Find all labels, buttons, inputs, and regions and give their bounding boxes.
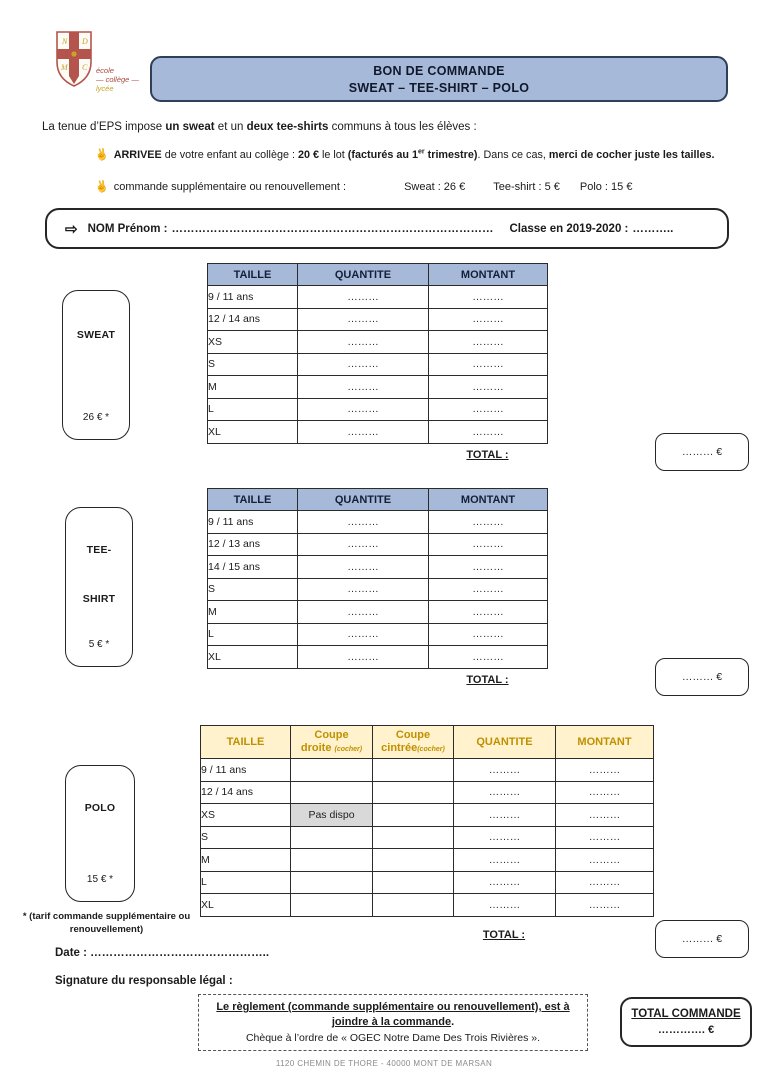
table-row (208, 421, 548, 444)
taille-cell: S (201, 826, 291, 849)
sweat-product-box (62, 290, 130, 440)
shield-crest-icon (55, 30, 93, 88)
sweat-total-box[interactable]: ……… € (655, 433, 749, 471)
arrivee-bold: ARRIVEE (113, 149, 162, 161)
intro-bold-teeshirts: deux tee-shirts (246, 121, 329, 133)
montant-cell[interactable]: ……… (429, 511, 548, 534)
montant-cell[interactable]: ……… (556, 826, 654, 849)
montant-cell[interactable]: ……… (556, 804, 654, 827)
tee-total-label: TOTAL : (466, 674, 509, 686)
intro-seg: communs à tous les élèves : (328, 121, 477, 133)
name-input-dots[interactable]: ………………………………………………………………………… (171, 222, 494, 235)
taille-cell: L (201, 871, 291, 894)
intro-seg: et un (214, 121, 247, 133)
polo-table (200, 725, 654, 917)
coupe-droite-check-cell[interactable] (291, 759, 373, 782)
payment-cheque-text: Chèque à l’ordre de « OGEC Notre Dame Des Trois Rivières ». (245, 1032, 541, 1044)
montant-cell[interactable]: ……… (556, 759, 654, 782)
quantite-cell[interactable]: ……… (298, 398, 429, 421)
quantite-cell[interactable]: ……… (298, 353, 429, 376)
svg-text:M: M (61, 63, 68, 72)
coupe-cintree-check-cell[interactable] (373, 871, 454, 894)
arrivee-price-bold: 20 € (297, 149, 319, 161)
table-row (208, 308, 548, 331)
coupe-cintree-check-cell[interactable] (373, 781, 454, 804)
quantite-cell[interactable]: ……… (454, 826, 556, 849)
coupe-droite-check-cell[interactable] (291, 894, 373, 917)
coupe-cintree-check-cell[interactable] (373, 804, 454, 827)
total-commande-value[interactable]: …………. € (657, 1024, 715, 1036)
quantite-cell[interactable]: ……… (454, 871, 556, 894)
polo-product-price: 15 € * (86, 874, 114, 885)
tee-total-box[interactable]: ……… € (655, 658, 749, 696)
form-title-line1: BON DE COMMANDE (373, 63, 505, 78)
sweat-header-row (208, 264, 548, 286)
hand-icon: ✌ (93, 179, 111, 195)
taille-cell: 12 / 14 ans (201, 781, 291, 804)
bullet-renouvellement (95, 180, 632, 193)
table-row (208, 533, 548, 556)
class-input-dots[interactable]: ……….. (632, 222, 674, 235)
quantite-cell[interactable]: ……… (298, 533, 429, 556)
tee-product-name-line1: TEE- (86, 544, 112, 556)
montant-cell[interactable]: ……… (429, 286, 548, 309)
polo-header-coupe-droite (291, 726, 373, 759)
coupe-cintree-check-cell[interactable] (373, 759, 454, 782)
montant-cell[interactable]: ……… (429, 421, 548, 444)
coupe-cintree-check-cell[interactable] (373, 894, 454, 917)
table-row (208, 646, 548, 669)
price-sweat: Sweat : 26 € (404, 181, 466, 193)
taille-cell: 9 / 11 ans (201, 759, 291, 782)
table-row (208, 331, 548, 354)
sweat-product-price: 26 € * (82, 412, 110, 423)
quantite-cell[interactable]: ……… (454, 759, 556, 782)
payment-instructions-box (198, 994, 588, 1051)
quantite-cell[interactable]: ……… (298, 421, 429, 444)
svg-text:N: N (62, 37, 68, 46)
coupe-droite-check-cell[interactable] (291, 781, 373, 804)
svg-text:D: D (82, 37, 88, 46)
quantite-cell[interactable]: ……… (298, 601, 429, 624)
name-class-box (45, 208, 729, 249)
taille-cell: S (208, 578, 298, 601)
arrivee-cocher-bold: merci de cocher juste les tailles. (548, 149, 715, 161)
table-row (208, 376, 548, 399)
taille-cell: 9 / 11 ans (208, 286, 298, 309)
quantite-cell[interactable]: ……… (298, 646, 429, 669)
table-row (201, 871, 654, 894)
coupe-cintree-line2: cintrée (381, 741, 418, 754)
school-level-college: — collège — (96, 75, 139, 84)
right-arrow-icon: ⇨ (65, 220, 78, 238)
montant-cell[interactable]: ……… (429, 331, 548, 354)
polo-product-name: POLO (84, 802, 116, 814)
sweat-header-taille: TAILLE (208, 264, 298, 286)
coupe-droite-line1: Coupe (314, 728, 349, 741)
sweat-header-montant: MONTANT (429, 264, 548, 286)
signature-label: Signature du responsable légal : (55, 975, 233, 987)
payment-period: . (451, 1016, 455, 1028)
taille-cell: M (208, 376, 298, 399)
footnote-line1: * (tarif commande supplémentaire ou (22, 911, 191, 922)
sweat-total-label: TOTAL : (466, 449, 509, 461)
table-row (208, 286, 548, 309)
quantite-cell[interactable]: ……… (454, 781, 556, 804)
school-level-ecole: école (96, 66, 114, 75)
payment-main-text (209, 1000, 577, 1030)
polo-header-quantite: QUANTITE (454, 726, 556, 759)
montant-cell[interactable]: ……… (429, 578, 548, 601)
price-polo: Polo : 15 € (579, 181, 633, 193)
title-banner (150, 56, 728, 102)
taille-cell: XS (208, 331, 298, 354)
tee-table (207, 488, 548, 669)
quantite-cell[interactable]: ……… (454, 849, 556, 872)
tee-product-box (65, 507, 133, 667)
tee-header-quantite: QUANTITE (298, 489, 429, 511)
polo-total-label: TOTAL : (482, 929, 526, 941)
table-row (208, 623, 548, 646)
table-row (208, 511, 548, 534)
table-row (201, 804, 654, 827)
coupe-cintree-line1: Coupe (395, 728, 431, 741)
taille-cell: XL (208, 646, 298, 669)
table-row (208, 353, 548, 376)
taille-cell: L (208, 623, 298, 646)
table-row (201, 759, 654, 782)
montant-cell[interactable]: ……… (556, 849, 654, 872)
montant-cell[interactable]: ……… (429, 398, 548, 421)
montant-cell[interactable]: ……… (429, 376, 548, 399)
taille-cell: 14 / 15 ans (208, 556, 298, 579)
intro-bold-sweat: un sweat (165, 121, 215, 133)
montant-cell[interactable]: ……… (429, 533, 548, 556)
quantite-cell[interactable]: ……… (454, 804, 556, 827)
polo-header-montant: MONTANT (556, 726, 654, 759)
price-tee-shirt: Tee-shirt : 5 € (493, 181, 560, 193)
table-row (201, 826, 654, 849)
quantite-cell[interactable]: ……… (454, 894, 556, 917)
polo-product-box (65, 765, 135, 902)
montant-cell[interactable]: ……… (429, 556, 548, 579)
pas-dispo-cell: Pas dispo (291, 804, 373, 827)
signature-line (55, 975, 233, 987)
coupe-droite-check-cell[interactable] (291, 849, 373, 872)
arrivee-text: . Dans ce cas, (477, 149, 549, 161)
tee-header-row (208, 489, 548, 511)
montant-cell[interactable]: ……… (556, 781, 654, 804)
table-row (208, 398, 548, 421)
quantite-cell[interactable]: ……… (298, 331, 429, 354)
coupe-droite-check-cell[interactable] (291, 826, 373, 849)
school-address: 1120 CHEMIN DE THORE - 40000 MONT DE MARSAN (275, 1059, 493, 1068)
tee-header-taille: TAILLE (208, 489, 298, 511)
polo-header-row (201, 726, 654, 759)
total-commande-label: TOTAL COMMANDE (631, 1008, 741, 1020)
coupe-cintree-check-cell[interactable] (373, 849, 454, 872)
quantite-cell[interactable]: ……… (298, 578, 429, 601)
arrivee-text: de votre enfant au collège : (161, 149, 298, 161)
bullet-arrivee (95, 148, 715, 161)
taille-cell: 12 / 13 ans (208, 533, 298, 556)
tee-product-price: 5 € * (88, 639, 110, 650)
taille-cell: M (201, 849, 291, 872)
footnote-line2: renouvellement) (69, 924, 144, 935)
taille-cell: 12 / 14 ans (208, 308, 298, 331)
montant-cell[interactable]: ……… (556, 894, 654, 917)
taille-cell: L (208, 398, 298, 421)
arrivee-facture-bold: (facturés au 1 (347, 149, 419, 161)
tee-product-name-line2: SHIRT (82, 593, 116, 605)
tariff-footnote (14, 910, 199, 936)
quantite-cell[interactable]: ……… (298, 308, 429, 331)
cocher-note: (cocher) (334, 745, 363, 753)
name-label: NOM Prénom : (87, 222, 168, 235)
quantite-cell[interactable]: ……… (298, 623, 429, 646)
taille-cell: S (208, 353, 298, 376)
school-level-lycee: lycée (96, 84, 114, 93)
montant-cell[interactable]: ……… (429, 601, 548, 624)
total-commande-box (620, 997, 752, 1047)
intro-seg: La tenue d’EPS impose (42, 121, 166, 133)
date-line (55, 947, 269, 959)
arrivee-text: le lot (318, 149, 348, 161)
coupe-cintree-check-cell[interactable] (373, 826, 454, 849)
table-row (208, 556, 548, 579)
quantite-cell[interactable]: ……… (298, 376, 429, 399)
hand-icon: ✌ (93, 147, 111, 163)
table-row (208, 578, 548, 601)
sweat-header-quantite: QUANTITE (298, 264, 429, 286)
montant-cell[interactable]: ……… (429, 308, 548, 331)
sweat-table (207, 263, 548, 444)
montant-cell[interactable]: ……… (429, 646, 548, 669)
montant-cell[interactable]: ……… (429, 623, 548, 646)
montant-cell[interactable]: ……… (429, 353, 548, 376)
arrivee-sup: er (418, 148, 425, 156)
table-row (201, 781, 654, 804)
intro-sentence (42, 121, 477, 133)
date-label: Date : (55, 947, 87, 959)
taille-cell: XS (201, 804, 291, 827)
svg-text:C: C (82, 63, 88, 72)
date-input-dots[interactable]: ……………………………………….. (86, 947, 270, 959)
quantite-cell[interactable]: ……… (298, 556, 429, 579)
table-row (201, 849, 654, 872)
polo-total-box[interactable]: ……… € (655, 920, 749, 958)
cocher-note: (cocher) (417, 745, 445, 753)
montant-cell[interactable]: ……… (556, 871, 654, 894)
taille-cell: XL (208, 421, 298, 444)
form-title-line2: SWEAT – TEE-SHIRT – POLO (348, 80, 530, 95)
table-row (208, 601, 548, 624)
class-label: Classe en 2019-2020 : (509, 222, 629, 235)
quantite-cell[interactable]: ……… (298, 511, 429, 534)
coupe-droite-check-cell[interactable] (291, 871, 373, 894)
payment-underlined: Le règlement (commande supplémentaire ou renouvellement), est à joindre à la commande (216, 1001, 570, 1028)
coupe-droite-line2: droite (300, 741, 332, 754)
table-row (201, 894, 654, 917)
taille-cell: M (208, 601, 298, 624)
taille-cell: 9 / 11 ans (208, 511, 298, 534)
renouvellement-label: commande supplémentaire ou renouvellement : (113, 181, 347, 193)
quantite-cell[interactable]: ……… (298, 286, 429, 309)
polo-header-coupe-cintree (373, 726, 454, 759)
sweat-product-name: SWEAT (76, 329, 116, 341)
tee-header-montant: MONTANT (429, 489, 548, 511)
school-levels (96, 66, 139, 93)
taille-cell: XL (201, 894, 291, 917)
polo-header-taille: TAILLE (201, 726, 291, 759)
arrivee-facture-bold2: trimestre) (424, 149, 478, 161)
